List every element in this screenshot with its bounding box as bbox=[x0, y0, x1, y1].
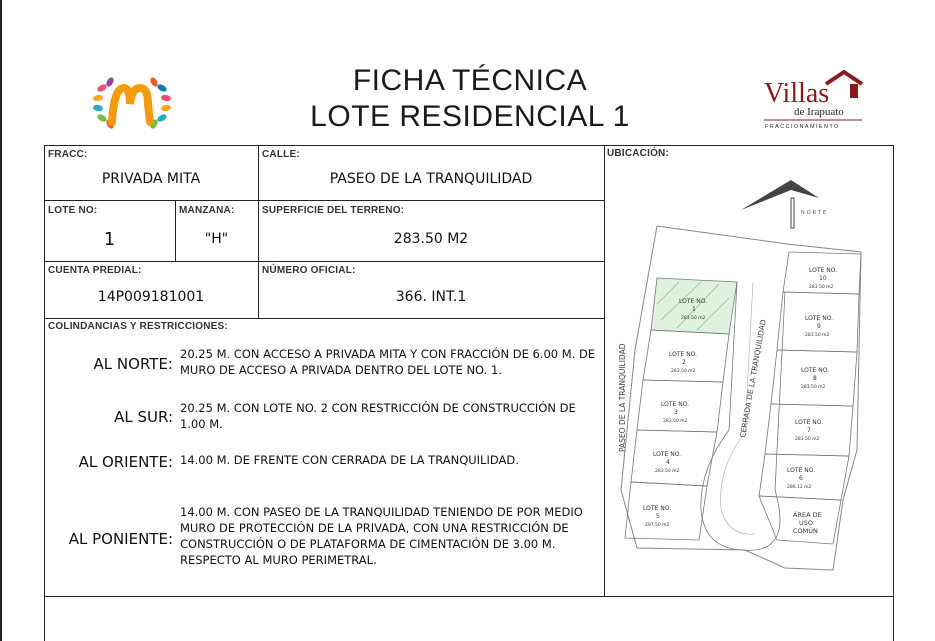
villas-tagline: FRACCIONAMIENTO bbox=[765, 124, 840, 130]
page-title-line2: LOTE RESIDENCIAL 1 bbox=[310, 100, 630, 133]
cuenta-label: CUENTA PREDIAL: bbox=[48, 265, 142, 276]
right-lot-labels bbox=[787, 267, 837, 490]
common-area-label: ÁREA DE USO COMÚN bbox=[793, 511, 822, 535]
ubicacion-label: UBICACIÓN: bbox=[607, 148, 669, 159]
oriente-text: 14.00 M. DE FRENTE CON CERRADA DE LA TRANQUILIDAD. bbox=[180, 453, 519, 467]
fracc-label: FRACC: bbox=[48, 149, 88, 160]
svg-text:10: 10 bbox=[819, 275, 827, 282]
svg-text:283.50 m2: 283.50 m2 bbox=[681, 316, 706, 321]
north-arrow-icon bbox=[741, 180, 819, 210]
svg-text:LOTE NO.: LOTE NO. bbox=[809, 267, 838, 274]
numero-value: 366. INT.1 bbox=[395, 289, 467, 305]
sur-text: 20.25 M. CON LOTE NO. 2 CON RESTRICCIÓN DE CONSTRUCCIÓN DE 1.00 M. bbox=[180, 401, 576, 431]
sur-label: AL SUR: bbox=[114, 408, 173, 426]
svg-text:LOTE NO.: LOTE NO. bbox=[795, 419, 824, 426]
lote-value: 1 bbox=[103, 229, 116, 250]
svg-text:1: 1 bbox=[692, 306, 696, 313]
svg-text:297.50 m2: 297.50 m2 bbox=[645, 523, 670, 528]
logo-m-letter bbox=[112, 88, 150, 122]
svg-text:283.50 m2: 283.50 m2 bbox=[795, 437, 820, 442]
villas-irapuato-logo bbox=[764, 70, 864, 130]
svg-text:283.50 m2: 283.50 m2 bbox=[671, 369, 696, 374]
mita-logo bbox=[92, 74, 174, 134]
svg-text:3: 3 bbox=[674, 409, 678, 416]
svg-text:9: 9 bbox=[817, 323, 821, 330]
north-label: NORTE bbox=[801, 210, 828, 216]
numero-label: NÚMERO OFICIAL: bbox=[262, 265, 356, 276]
svg-text:LOTE NO.: LOTE NO. bbox=[801, 367, 830, 374]
svg-text:283.50 m2: 283.50 m2 bbox=[809, 285, 834, 290]
calle-value: PASEO DE LA TRANQUILIDAD bbox=[329, 171, 533, 187]
manzana-label: MANZANA: bbox=[179, 205, 235, 216]
divider-bottom bbox=[44, 596, 894, 597]
svg-text:283.50 m2: 283.50 m2 bbox=[805, 333, 830, 338]
svg-text:8: 8 bbox=[813, 375, 817, 382]
calle-label: CALLE: bbox=[262, 149, 300, 160]
svg-text:2: 2 bbox=[682, 359, 686, 366]
norte-label: AL NORTE: bbox=[93, 355, 173, 373]
svg-text:LOTE NO.: LOTE NO. bbox=[643, 505, 672, 512]
colindancias-label: COLINDANCIAS Y RESTRICCIONES: bbox=[48, 321, 228, 332]
svg-text:4: 4 bbox=[666, 459, 670, 466]
svg-text:LOTE NO.: LOTE NO. bbox=[661, 401, 690, 408]
norte-text: 20.25 M. CON ACCESO A PRIVADA MITA Y CON FRACCIÓN DE 6.00 M. DE MURO DE ACCESO A PRIVADA DENTRO DEL LOTE NO. 1. bbox=[180, 347, 596, 377]
svg-text:LOTE NO.: LOTE NO. bbox=[653, 451, 682, 458]
superficie-label: SUPERFICIE DEL TERRENO: bbox=[262, 205, 405, 216]
svg-text:LOTE NO.: LOTE NO. bbox=[679, 298, 708, 305]
house-icon bbox=[850, 84, 858, 98]
villas-wordmark: Villas bbox=[764, 78, 830, 109]
svg-text:283.50 m2: 283.50 m2 bbox=[801, 385, 826, 390]
street-left-label: PASEO DE LA TRANQUILIDAD bbox=[618, 343, 627, 452]
page-edge bbox=[0, 0, 2, 641]
divider-row2 bbox=[44, 261, 605, 262]
street-center-label: CERRADA DE LA TRANQUILIDAD bbox=[738, 318, 768, 439]
manzana-value: "H" bbox=[204, 231, 229, 247]
villas-subtitle: de Irapuato bbox=[794, 106, 844, 118]
poniente-label: AL PONIENTE: bbox=[68, 530, 173, 548]
svg-text:6: 6 bbox=[799, 475, 803, 482]
roof-icon bbox=[826, 72, 862, 84]
svg-text:283.50 m2: 283.50 m2 bbox=[663, 419, 688, 424]
svg-text:283.50 m2: 283.50 m2 bbox=[655, 469, 680, 474]
svg-text:5: 5 bbox=[656, 513, 660, 520]
divider-row3 bbox=[44, 318, 605, 319]
svg-text:7: 7 bbox=[807, 427, 811, 434]
page-title-line1: FICHA TÉCNICA bbox=[352, 64, 588, 97]
location-map bbox=[605, 170, 891, 590]
svg-text:LOTE NO.: LOTE NO. bbox=[669, 351, 698, 358]
svg-text:286.12 m2: 286.12 m2 bbox=[787, 485, 812, 490]
lote-label: LOTE NO: bbox=[48, 205, 98, 216]
fracc-value: PRIVADA MITA bbox=[101, 171, 201, 187]
oriente-label: AL ORIENTE: bbox=[78, 453, 173, 471]
svg-text:LOTE NO.: LOTE NO. bbox=[787, 467, 816, 474]
poniente-text: 14.00 M. CON PASEO DE LA TRANQUILIDAD TENIENDO DE POR MEDIO MURO DE PROTECCIÓN DE LA PRIVADA, CON UNA RESTRICCIÓN DE CONSTRUCCIÓN O DE PLATAFORMA DE CIMENTACIÓN DE 3.00 M. RESPECTO AL MURO PERIMETRAL. bbox=[180, 505, 583, 567]
north-bar bbox=[791, 198, 794, 228]
svg-text:LOTE NO.: LOTE NO. bbox=[805, 315, 834, 322]
superficie-value: 283.50 M2 bbox=[393, 231, 469, 247]
divider-row1 bbox=[44, 200, 605, 201]
cuenta-value: 14P009181001 bbox=[97, 289, 205, 305]
